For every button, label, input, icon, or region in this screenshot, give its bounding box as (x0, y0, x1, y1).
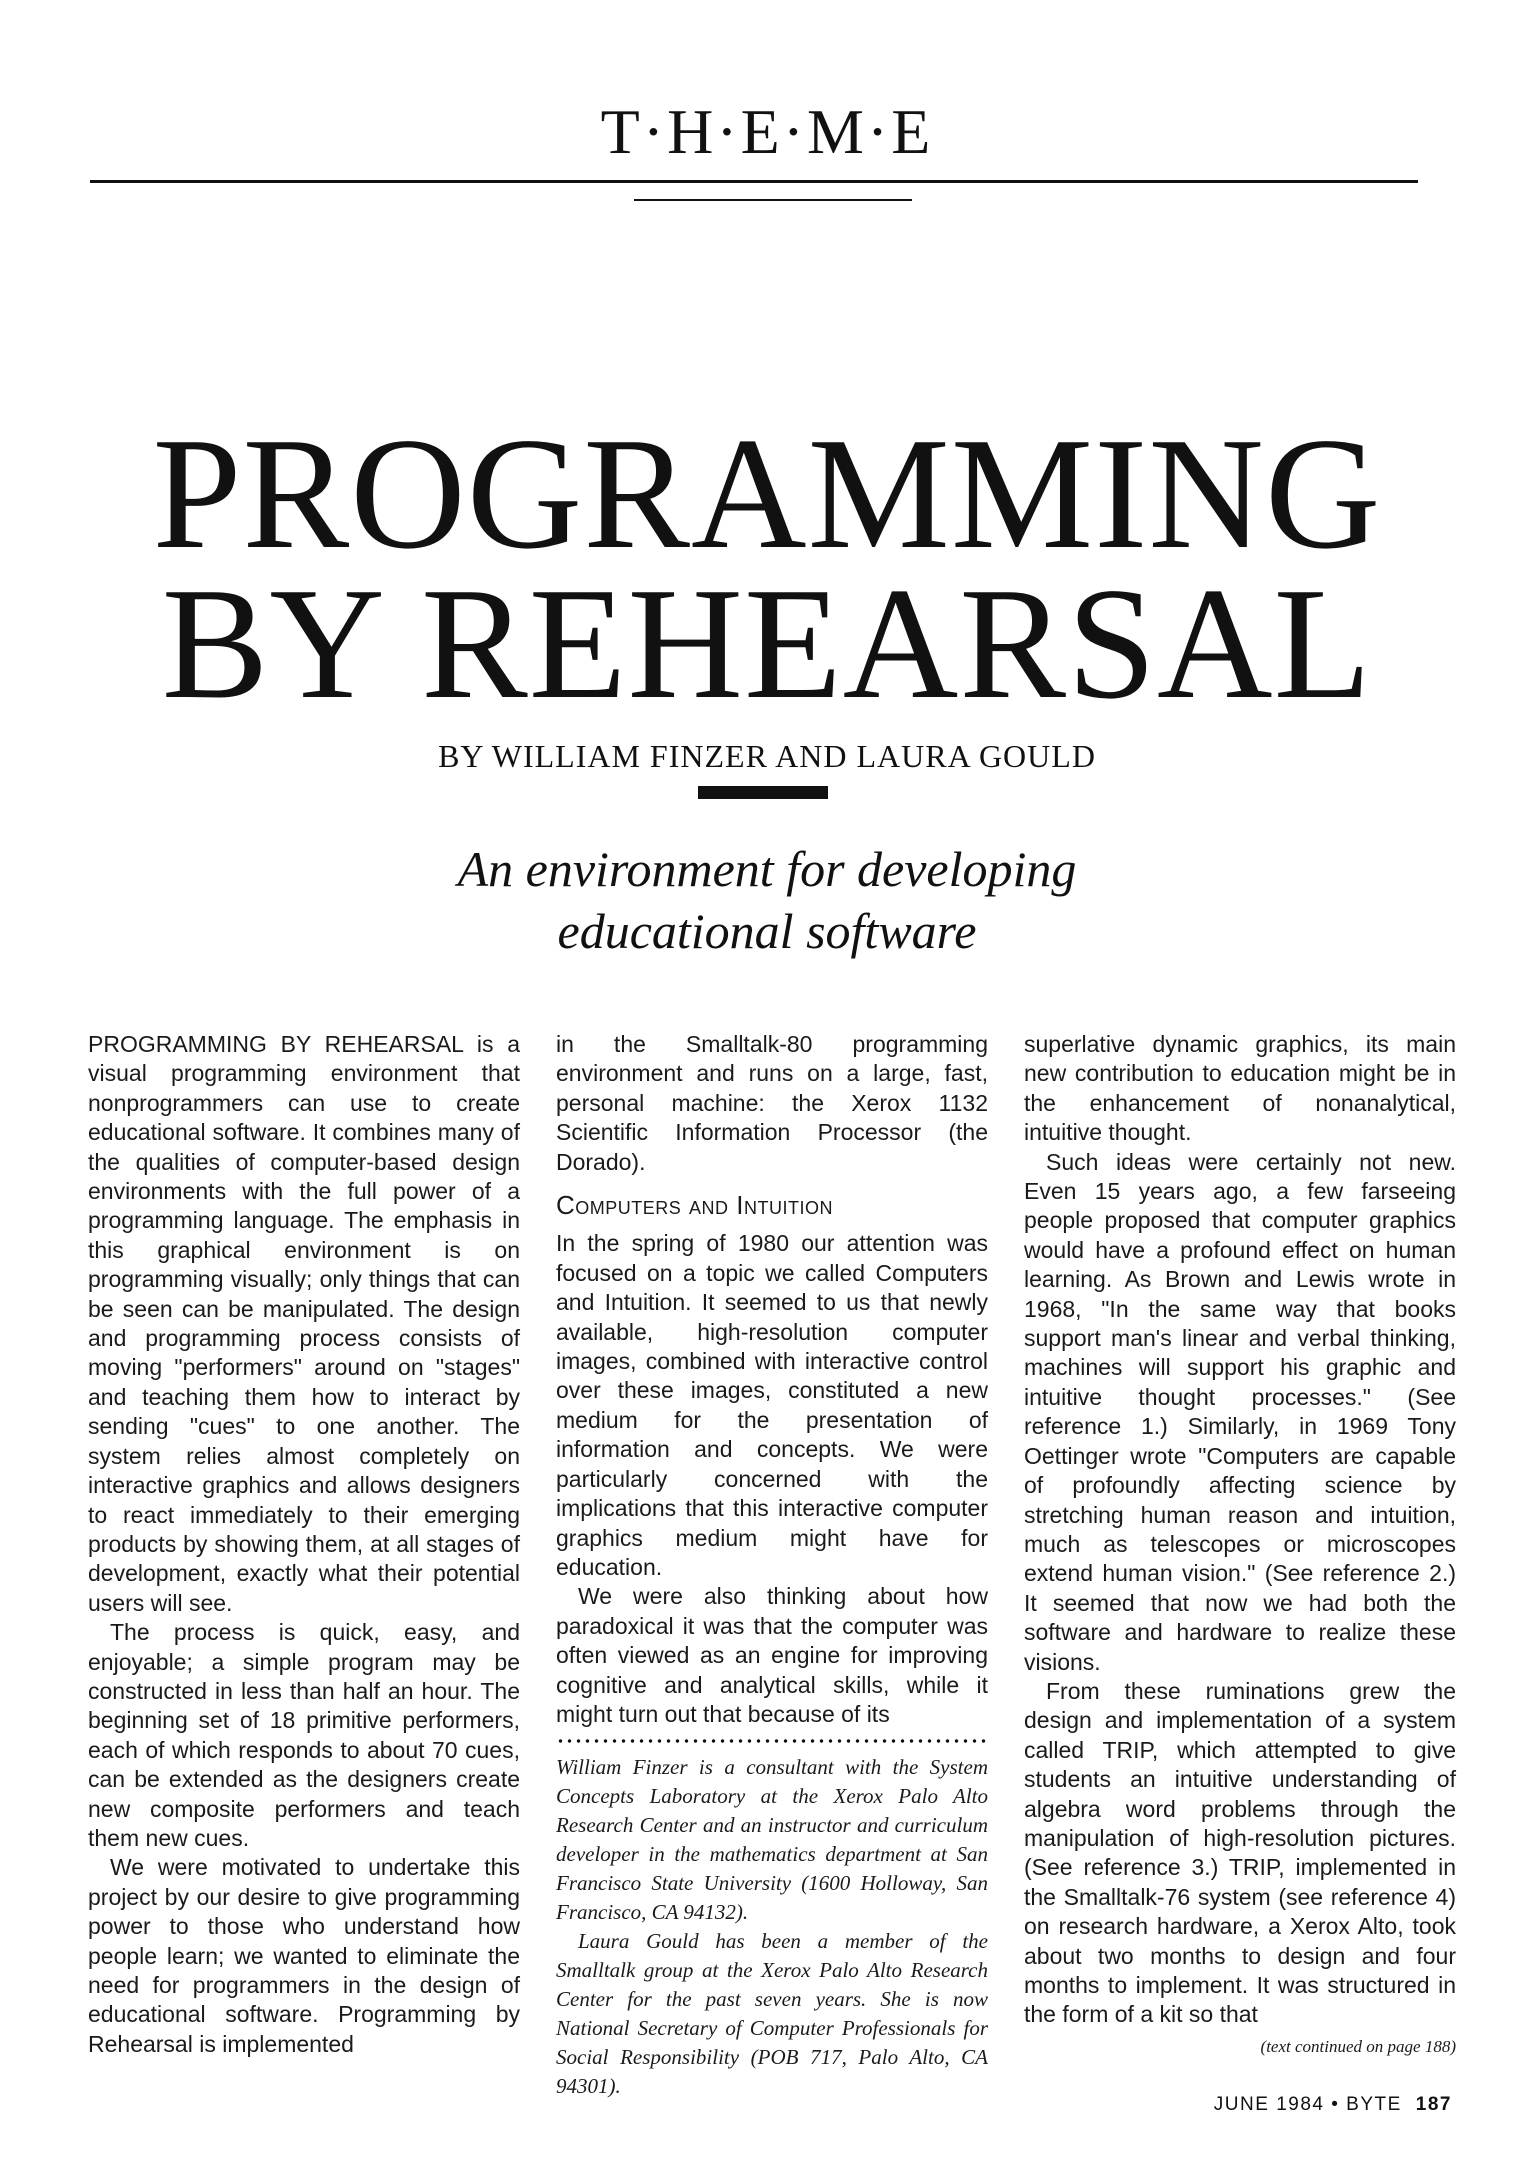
paragraph: superlative dynamic graphics, its main new contribution to education might be in the enhancement of nonanalytical, intuitive thought. (1024, 1031, 1456, 1146)
page-number: 187 (1415, 2094, 1452, 2115)
paragraph: We were motivated to undertake this project by our desire to give programming power to those who understand how people learn; we wanted to eliminate the need for programmers in the design of educational software. Programming by Rehearsal is implemented (88, 1854, 520, 2057)
article-title (0, 404, 1534, 732)
column-3 (1024, 1030, 1456, 2061)
paragraph: From these ruminations grew the design and implementation of a system called TRIP, which attempted to give students an intuitive understanding of algebra word problems through the manipulation of high-resolution pictures. (See reference 3.) TRIP, implemented in the Smalltalk-76 system (see reference 4) on research hardware, a Xerox Alto, took about two months to design and four months to implement. It was structured in the form of a kit so that (1024, 1677, 1456, 2028)
subheading: Computers and Intuition (556, 1190, 833, 1221)
header-underline (634, 199, 912, 201)
title-line-1: PROGRAMMING (152, 404, 1382, 582)
byline: BY WILLIAM FINZER AND LAURA GOULD (438, 738, 1096, 774)
paragraph: Such ideas were certainly not new. Even 15 years ago, a few farseeing people proposed that computer graphics would have a profound effect on human learning. As Brown and Lewis wrote in 1968, "In the same way that books support man's linear and verbal thinking, machines will support his graphic and intuitive thought processes." (See reference 1.) Similarly, in 1969 Tony Oettinger wrote "Computers are capable of profoundly affecting science by stretching human reason and intuition, much as telescopes or microscopes extend human vision." (See reference 2.) It seemed that now we had both the software and hardware to realize these visions. (1024, 1148, 1456, 1675)
paragraph: in the Smalltalk-80 programming environment and runs on a large, fast, personal machine: the Xerox 1132 Scientific Information Processor (the Dorado). (556, 1031, 988, 1175)
author-bio-gould: Laura Gould has been a member of the Smalltalk group at the Xerox Palo Alto Research Center for the past seven years. She is now National Secretary of Computer Professionals for Social Responsibility (POB 717, Palo Alto, CA 94301). (556, 1929, 988, 2099)
title-line-2: BY REHEARSAL (161, 554, 1373, 732)
paragraph: PROGRAMMING BY REHEARSAL is a visual programming environment that nonprogrammers can use to create educational software. It combines many of the qualities of computer-based design environments with the full power of a programming language. The emphasis in this graphical environment is on programming visually; only things that can be seen can be manipulated. The design and programming process consists of moving "performers" around on "stages" and teaching them how to interact by sending "cues" to one another. The system relies almost completely on interactive graphics and allows designers to react immediately to their emerging products by showing them, at all stages of development, exactly what their potential users will see. (88, 1031, 520, 1616)
page-footer (1214, 2094, 1452, 2116)
column-1 (88, 1030, 520, 2059)
deck-line-1: An environment for developing (457, 841, 1077, 897)
article-deck (0, 838, 1534, 962)
section-heading: T·H·E·M·E (600, 96, 934, 167)
paragraph: The process is quick, easy, and enjoyable; a simple program may be constructed in less than half an hour. The beginning set of 18 primitive performers, each of which responds to about 70 cues, can be extended as the designers create new composite performers and teach them new cues. (88, 1619, 520, 1851)
issue-line: JUNE 1984 • BYTE (1213, 2094, 1402, 2115)
paragraph: We were also thinking about how paradoxical it was that the computer was often viewed as an engine for improving cognitive and analytical skills, while it might turn out that because of its (556, 1583, 988, 1727)
continued-note: (text continued on page 188) (1260, 2036, 1456, 2056)
dotted-divider (556, 1737, 988, 1745)
paragraph: In the spring of 1980 our attention was focused on a topic we called Computers and Intuition. It seemed to us that newly available, high-resolution computer images, combined with interactive control over these images, constituted a new medium for the presentation of information and concepts. We were particularly concerned with the implications that this interactive computer graphics medium might have for education. (556, 1230, 988, 1580)
column-2 (556, 1030, 988, 2101)
author-bio-finzer: William Finzer is a consultant with the System Concepts Laboratory at the Xerox Palo Alto Research Center and an instructor and curriculum developer in the mathematics department at San Francisco State University (1600 Holloway, San Francisco, CA 94132). (556, 1755, 988, 1925)
header-rule (90, 180, 1418, 183)
deck-line-2: educational software (557, 903, 977, 959)
byline-bar (698, 786, 828, 799)
